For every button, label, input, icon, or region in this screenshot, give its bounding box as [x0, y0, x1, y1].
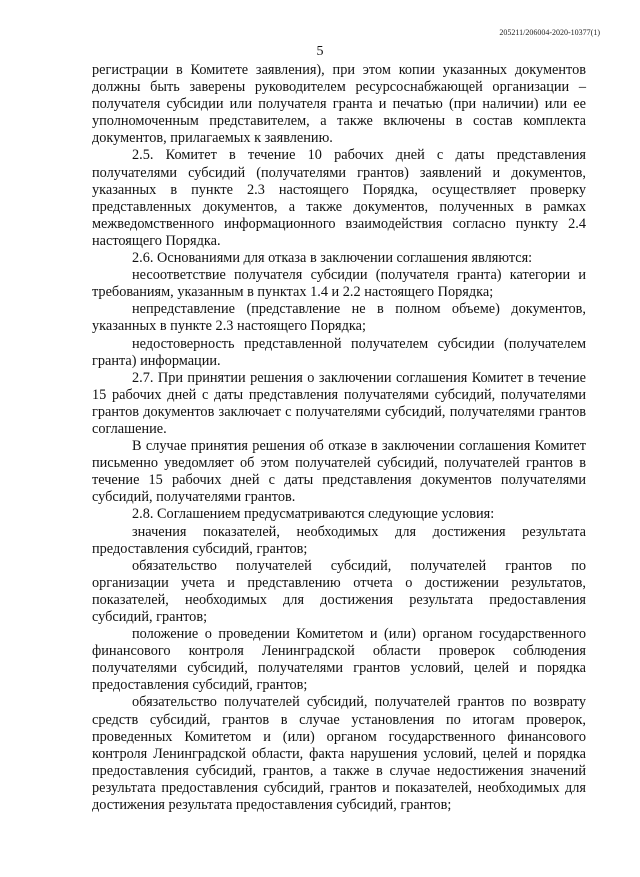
- page-number: 5: [316, 44, 324, 59]
- paragraph: регистрации в Комитете заявления), при этом копии указанных документов должны быть заверены руководителем ресурсоснабжающей организации – получателя субсидии или получателя гранта и печатью (при наличии) или ее уполномоченным представителем, а также включены в состав комплекта документов, прилагаемых к заявлению.: [92, 62, 586, 147]
- paragraph: несоответствие получателя субсидии (получателя гранта) категории и требованиям, указанным в пунктах 1.4 и 2.2 настоящего Порядка;: [92, 267, 586, 301]
- paragraph: 2.5. Комитет в течение 10 рабочих дней с даты представления получателями субсидий (получателями грантов) заявлений и документов, указанных в пункте 2.3 настоящего Порядка, осуществляет проверку представленных документов, а также документов, полученных в рамках межведомственного информационного взаимодействия согласно пункту 2.4 настоящего Порядка.: [92, 147, 586, 249]
- paragraph: недостоверность представленной получателем субсидии (получателем гранта) информации.: [92, 335, 586, 369]
- paragraph: положение о проведении Комитетом и (или) органом государственного финансового контроля Ленинградской области проверок соблюдения получателями субсидий, получателями грантов условий, целей и порядка предоставления субсидий, грантов;: [92, 626, 586, 694]
- document-id: 205211/206004-2020-10377(1): [499, 28, 600, 37]
- paragraph: В случае принятия решения об отказе в заключении соглашения Комитет письменно уведомляет об этом получателей субсидий, получателей грантов в течение 15 рабочих дней с даты представления документов получателями субсидий, получателями грантов.: [92, 438, 586, 506]
- paragraph: 2.6. Основаниями для отказа в заключении соглашения являются:: [132, 250, 533, 267]
- document-body: [92, 62, 586, 814]
- paragraph: значения показателей, необходимых для достижения результата предоставления субсидий, грантов;: [92, 523, 586, 557]
- paragraph: обязательство получателей субсидий, получателей грантов по возврату средств субсидий, грантов в случае установления по итогам проверок, проведенных Комитетом и (или) органом государственного финансового контроля Ленинградской области, факта нарушения условий, целей и порядка предоставления субсидий, грантов, а также в случае недостижения значений результата предоставления субсидий, грантов и показателей, необходимых для достижения результата предоставления субсидий, грантов;: [92, 694, 586, 814]
- paragraph: 2.8. Соглашением предусматриваются следующие условия:: [132, 506, 495, 523]
- paragraph: непредставление (представление не в полном объеме) документов, указанных в пункте 2.3 настоящего Порядка;: [92, 301, 586, 335]
- paragraph: обязательство получателей субсидий, получателей грантов по организации учета и представлению отчета о достижении результатов, показателей, необходимых для достижения результата предоставления субсидий, грантов;: [92, 557, 586, 625]
- paragraph: 2.7. При принятии решения о заключении соглашения Комитет в течение 15 рабочих дней с даты представления получателями субсидий, получателями грантов документов заключает с получателями субсидий, получателями грантов соглашение.: [92, 369, 586, 437]
